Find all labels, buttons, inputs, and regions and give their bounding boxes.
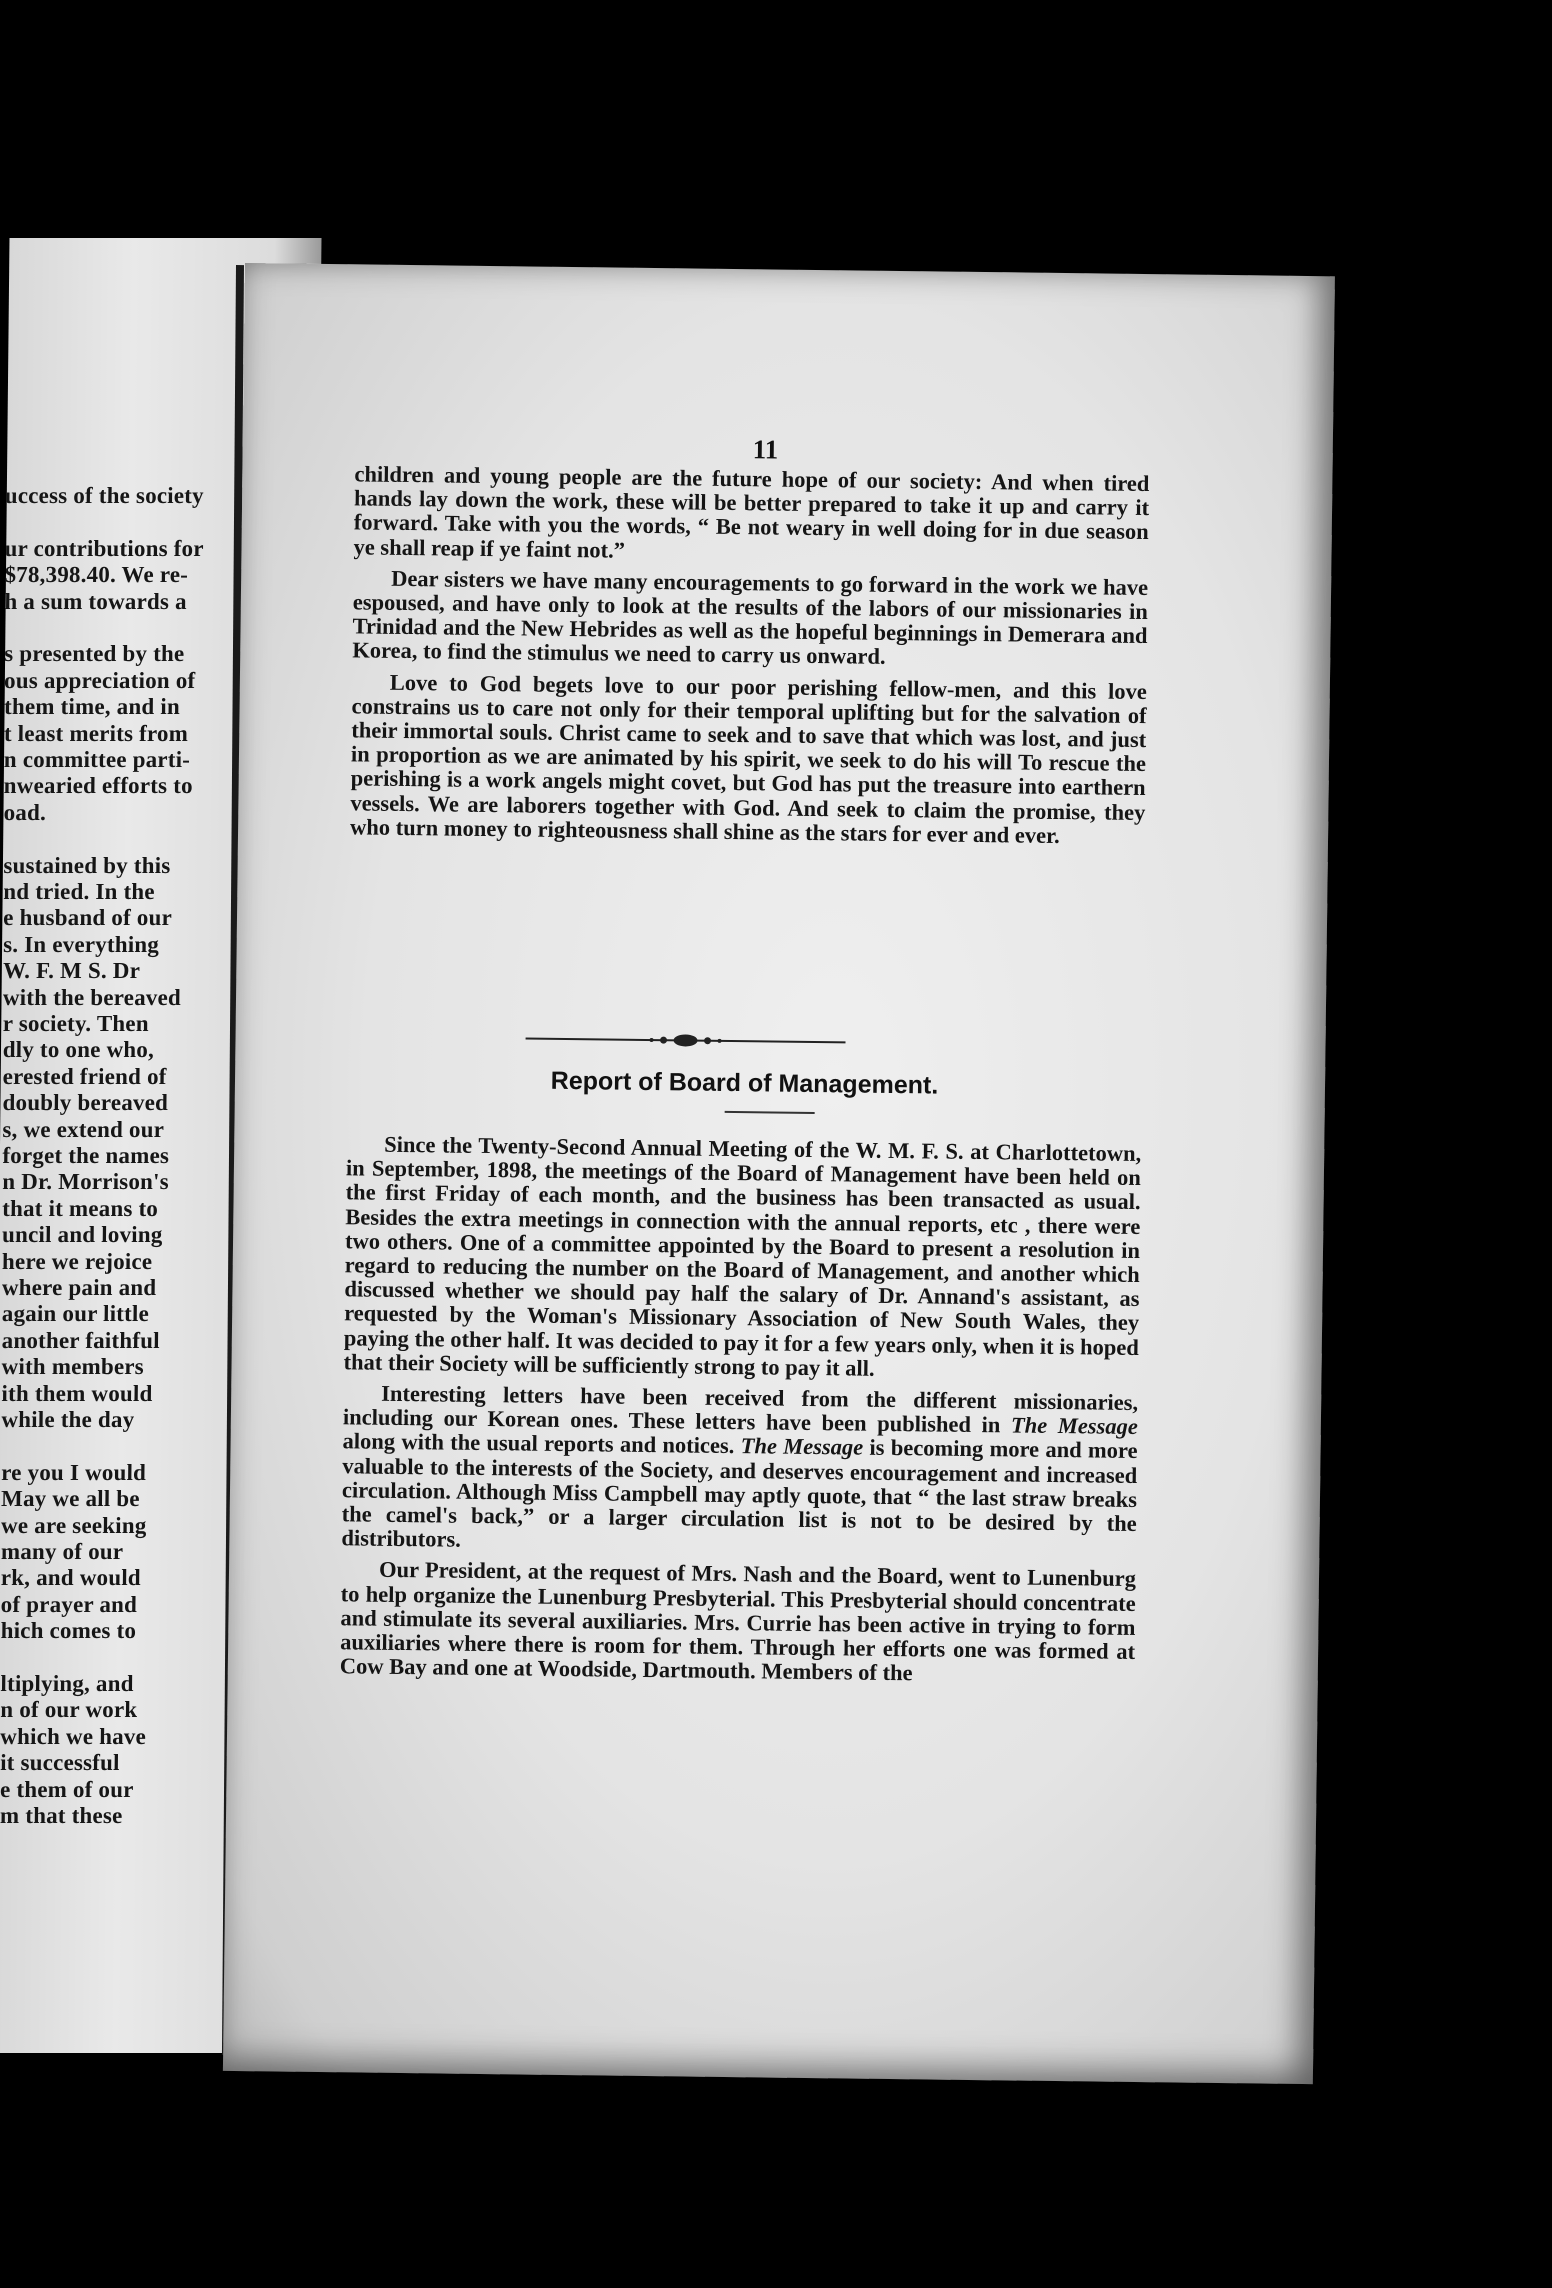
paragraph: Dear sisters we have many encouragements to go forward in the work we have espoused, and have only to look at the results of the labors of our missionaries in Trinidad and the New Hebrides as well as the hopeful beginnings in Demerara and Korea, to find the stimulus we need to carry us onward. (352, 565, 1149, 670)
left-page-line: s presented by the (4, 641, 185, 667)
left-page-line: while the day (1, 1407, 135, 1432)
paragraph: children and young people are the future hope of our society: And when tired hands lay down the work, these will be better prepared to take it up and carry it forward. Take with you the words, “ Be not weary in well doing for in due season ye shall reap if ye faint not.” (353, 461, 1150, 563)
left-page-line: many of our (0, 1539, 124, 1564)
left-page-line: m that these (0, 1803, 123, 1828)
left-page-line: we are seeking (0, 1512, 147, 1538)
left-page-line: uncil and loving (1, 1222, 163, 1248)
left-page-line: W. F. M S. Dr (2, 958, 141, 984)
report-text (340, 1132, 1142, 1695)
left-page-line: erested friend of (2, 1063, 167, 1089)
left-page-line: nwearied efforts to (3, 773, 193, 799)
left-page-line: t least merits from (3, 720, 189, 746)
heading-rule (725, 1111, 815, 1114)
left-page-line: hich comes to (0, 1618, 137, 1644)
left-page-line: here we rejoice (1, 1248, 153, 1274)
left-page-line: ltiplying, and (0, 1671, 134, 1696)
left-page-line: s, we extend our (2, 1116, 165, 1142)
left-page-line: forget the names (2, 1143, 170, 1168)
right-page (223, 263, 1335, 2084)
left-page-line: h a sum towards a (4, 588, 187, 614)
left-page-line: e them of our (0, 1776, 134, 1802)
left-page-line: $78,398.40. We re- (4, 562, 189, 588)
left-page-line: ous appreciation of (4, 667, 196, 693)
paragraph: Since the Twenty-Second Annual Meeting of the W. M. F. S. at Charlottetown, in September, 1898, the meetings of the Board of Management have been held on the first Friday of each month, and the business has been transacted as usual. Besides the extra meetings in connection with the annual reports, etc , there were two others. One of a committee appointed by the Board to present a resolution in regard to reducing the number on the Board of Management, and another which discussed whether we should pay half the salary of Dr. Annand's assistant, as requested by the Woman's Missionary Association of New South Wales, they paying the other half. It was decided to pay it for a few years only, when it is hoped that their Society will be sufficiently strong to pay it all. (343, 1131, 1142, 1381)
text-run: Interesting letters have been received from the different missionaries, including our Korean ones. These letters have been published in (342, 1380, 1139, 1438)
paragraph (341, 1381, 1138, 1560)
text-run: is becoming more and more valuable to the interests of the Society, and deserves encouragement and increased circulation. Although Miss Campbell may aptly quote, that “ the last straw breaks the camel's back,” or a larger circulation list is not to be desired by the distributors. (341, 1435, 1138, 1552)
left-page-line: which we have (0, 1723, 147, 1749)
left-page-line: again our little (1, 1301, 150, 1327)
left-page-line: re you I would (1, 1459, 147, 1485)
left-page-line: with members (1, 1354, 145, 1380)
paragraph: Our President, at the request of Mrs. Nash and the Board, went to Lunenburg to help organize the Lunenburg Presbyterial. This Presbyterial should concentrate and stimulate its several auxiliaries. Mrs. Currie has been active in trying to form auxiliaries where there is room for them. Through her efforts one was formed at Cow Bay and one at Woodside, Dartmouth. Members of the (339, 1557, 1137, 1686)
left-page-line: ith them would (1, 1380, 153, 1406)
left-page-line: them time, and in (3, 694, 181, 720)
left-page-line: of prayer and (0, 1591, 138, 1617)
left-page-line: n of our work (0, 1697, 138, 1723)
left-page-line: s. In everything (3, 931, 160, 957)
section-ornament (525, 1028, 845, 1052)
left-page-line: n committee parti- (3, 747, 191, 772)
left-page-line: nd tried. In the (3, 879, 155, 904)
italic-title: The Message (1010, 1412, 1138, 1440)
left-page-line: sustained by this (3, 852, 171, 878)
intro-text (350, 462, 1150, 856)
left-page-line: with the bereaved (2, 984, 182, 1010)
left-page-line: n Dr. Morrison's (2, 1169, 169, 1195)
left-page-line: another faithful (1, 1327, 160, 1353)
left-page-line: rk, and would (0, 1565, 142, 1591)
paragraph: Love to God begets love to our poor perishing fellow-men, and this love constrains us to care not only for their temporal uplifting but for the salvation of their immortal souls. Christ came to seek and to save that which was lost, and just in proportion as we are animated by his spirit, we seek to do his will To rescue the perishing is a work angels might covet, but God has put the treasure into earthern vessels. We are laborers together with God. And seek to claim the promise, they who turn money to righteousness shall shine as the stars for ever and ever. (349, 669, 1147, 848)
text-run: along with the usual reports and notices. (342, 1428, 741, 1459)
left-page-line: May we all be (0, 1486, 140, 1512)
left-page-line: oad. (3, 799, 47, 825)
section-heading: Report of Board of Management. (550, 1066, 939, 1100)
page-number: 11 (752, 434, 779, 465)
left-page-line: uccess of the society (4, 483, 204, 508)
italic-title: The Message (740, 1433, 864, 1461)
left-page-line: e husband of our (3, 905, 173, 931)
left-page-line: r society. Then (2, 1011, 149, 1036)
left-page-line: ur contributions for (4, 535, 204, 561)
left-page-line: where pain and (1, 1275, 157, 1300)
left-page-line: doubly bereaved (2, 1090, 169, 1116)
left-page-line: that it means to (2, 1195, 159, 1221)
left-page-line: dly to one who, (2, 1037, 155, 1063)
left-page-line: it successful (0, 1750, 120, 1776)
